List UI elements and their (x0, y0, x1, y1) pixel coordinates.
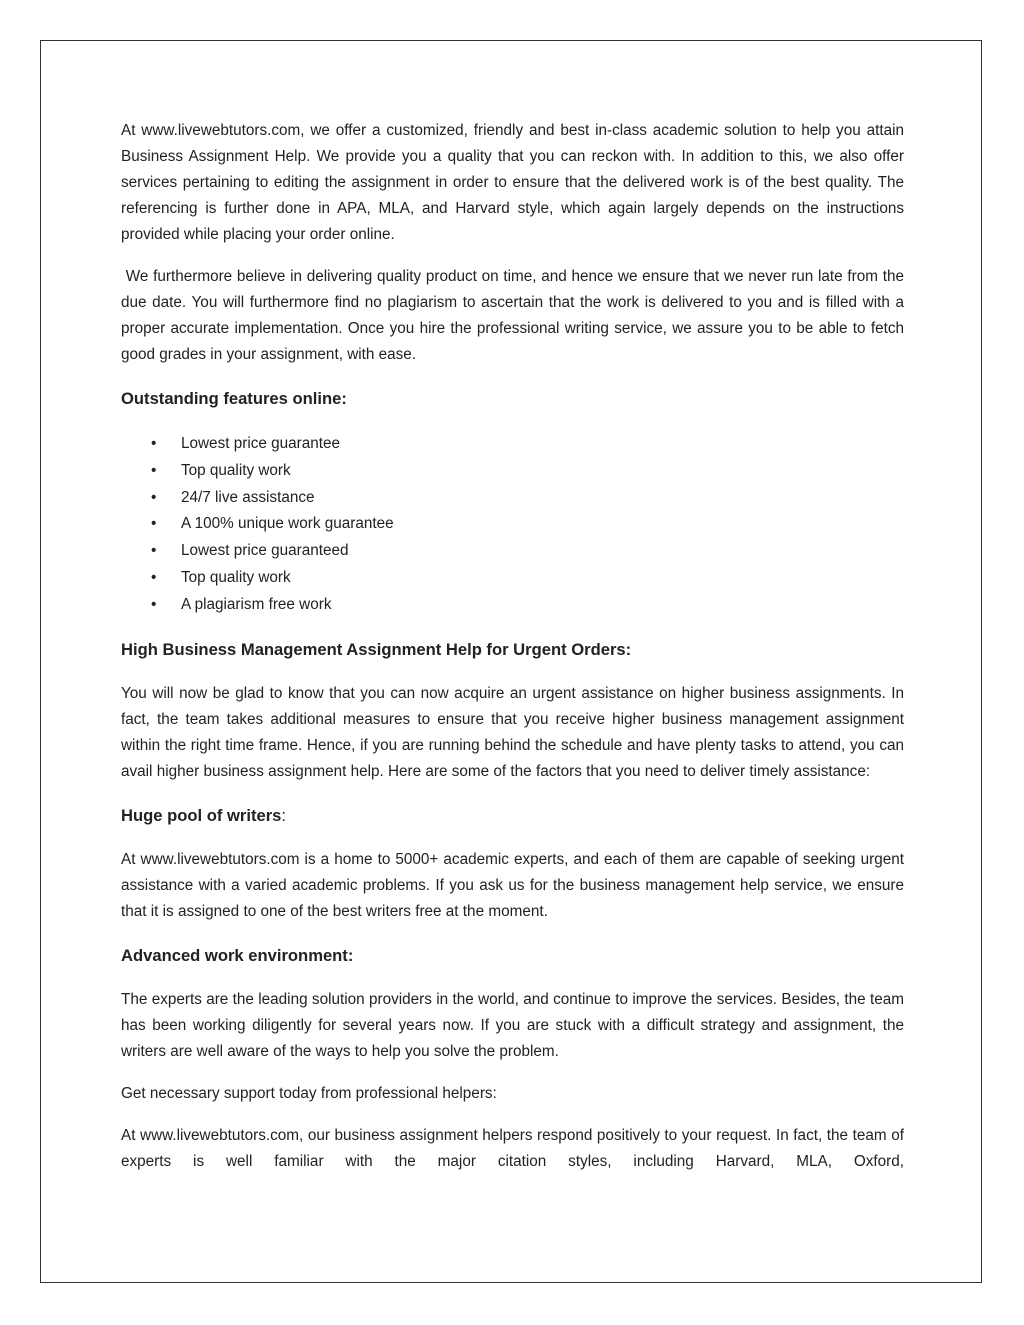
features-list (121, 431, 904, 619)
list-item (151, 431, 904, 458)
list-item-text: Lowest price guaranteed (181, 542, 349, 560)
list-item-text: A 100% unique work guarantee (181, 515, 394, 533)
list-item (151, 538, 904, 565)
writers-heading-colon: : (281, 805, 287, 825)
bullet-icon: • (151, 461, 157, 479)
environment-heading: Advanced work environment: (121, 945, 354, 965)
features-heading: Outstanding features online: (121, 389, 347, 408)
bullet-icon: • (151, 595, 157, 613)
list-item (151, 565, 904, 592)
bullet-icon: • (151, 568, 157, 586)
list-item (151, 485, 904, 512)
list-item (151, 592, 904, 619)
list-item (151, 458, 904, 485)
bullet-icon: • (151, 435, 157, 452)
writers-heading (121, 803, 904, 829)
bullet-icon: • (151, 488, 157, 506)
list-item-text: Top quality work (181, 461, 291, 479)
environment-paragraph: The experts are the leading solution providers in the world, and continue to improve the services. Besides, the team has been working diligently for several years now. If you are stuck with a difficult strategy and assignment, the writers are well aware of the ways to help you solve the problem. (121, 990, 904, 1060)
intro-paragraph-2: We furthermore believe in delivering quality product on time, and hence we ensure that we never run late from the due date. You will furthermore find no plagiarism to ascertain that the work is delivered to you and is filled with a proper accurate implementation. Once you hire the professional writing service, we assure you to be able to fetch good grades in your assignment, with ease. (121, 268, 909, 363)
list-item-text: Lowest price guarantee (181, 435, 341, 452)
writers-paragraph: At www.livewebtutors.com is a home to 5000+ academic experts, and each of them are capable of seeking urgent assistance with a varied academic problems. If you ask us for the business management help service, we ensure that it is assigned to one of the best writers free at the moment. (121, 850, 904, 920)
bullet-icon: • (151, 542, 157, 560)
bullet-icon: • (151, 515, 157, 533)
urgent-orders-heading: High Business Management Assignment Help for Urgent Orders: (121, 639, 632, 659)
document-body (121, 118, 909, 1175)
urgent-orders-paragraph: You will now be glad to know that you can now acquire an urgent assistance on higher business assignments. In fact, the team takes additional measures to ensure that you receive higher business management assignment within the right time frame. Hence, if you are running behind the schedule and have plenty tasks to attend, you can avail higher business assignment help. Here are some of the factors that you need to deliver timely assistance: (121, 684, 904, 780)
list-item-text: 24/7 live assistance (181, 488, 315, 506)
list-item-text: Top quality work (181, 568, 291, 586)
list-item (151, 511, 904, 538)
support-paragraph: At www.livewebtutors.com, our business assignment helpers respond positively to your request. In fact, the team of experts is well familiar with the major citation styles, including Harvard, MLA, Oxford, (121, 1126, 904, 1170)
list-item-text: A plagiarism free work (181, 595, 332, 613)
intro-paragraph-1: At www.livewebtutors.com, we offer a customized, friendly and best in-class academic solution to help you attain Business Assignment Help. We provide you a quality that you can reckon with. In addition to this, we also offer services pertaining to editing the assignment in order to ensure that the delivered work is of the best quality. The referencing is further done in APA, MLA, and Harvard style, which again largely depends on the instructions provided while placing your order online. (121, 122, 904, 243)
support-line: Get necessary support today from professional helpers: (121, 1084, 497, 1102)
writers-heading-text: Huge pool of writers (121, 805, 282, 825)
